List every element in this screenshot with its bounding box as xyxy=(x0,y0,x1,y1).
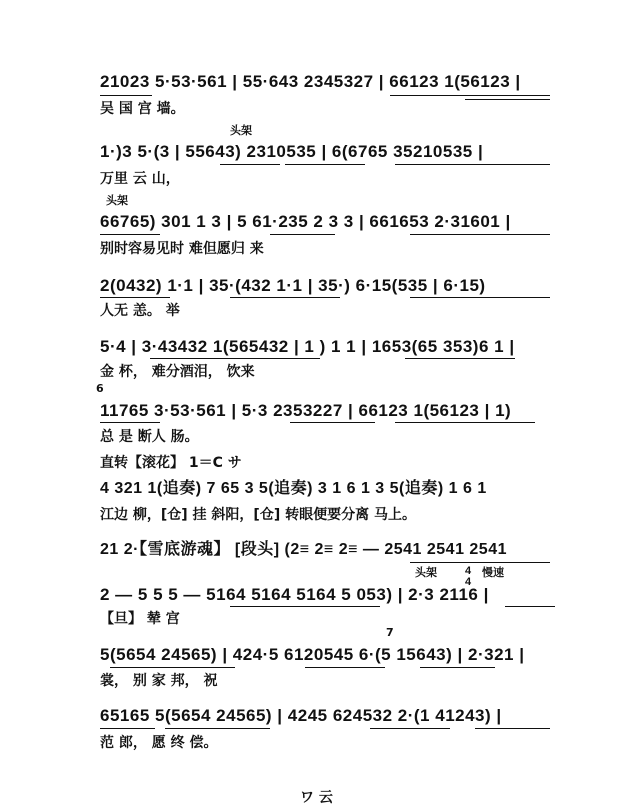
notation-line: 11765 3·53·561 | 5·3 2353227 | 66123 1(56123 | 1) xyxy=(100,401,512,420)
lyric-line: 人无 恙。 举 xyxy=(100,303,180,319)
grace-note-mark: 7 xyxy=(386,626,394,639)
notation-line: 2(0432) 1·1 | 35·(432 1·1 | 35·) 6·15(535 | 6·15) xyxy=(100,276,486,295)
notation-line: 21023 5·53·561 | 55·643 2345327 | 66123 1(56123 | xyxy=(100,72,521,91)
lyric-line: 总 是 断人 肠。 xyxy=(100,429,199,445)
notation-line: 4 321 1(追奏) 7 65 3 5(追奏) 3 1 6 1 3 5(追奏) 1 6 1 xyxy=(100,480,487,497)
notation-line: 2 — 5 5 5 — 5164 5164 5164 5 053) | 2·3 2116 | xyxy=(100,585,489,604)
lyric-line: 吴 国 宫 墙。 xyxy=(100,101,185,117)
cutoff-fragment: ワ 云 xyxy=(300,789,334,805)
lyric-line: 万里 云 山， xyxy=(100,171,180,187)
grace-note-mark: 6 xyxy=(96,382,104,395)
headframe-mark: 头架 xyxy=(415,566,437,579)
lyric-line: 江边 柳，[仓] 挂 斜阳，[仓] 转眼便要分离 马上。 xyxy=(100,507,416,523)
lyric-line: 金 杯， 难分酒泪， 饮来 xyxy=(100,364,255,380)
notation-line: 65165 5(5654 24565) | 4245 624532 2·(1 41243) | xyxy=(100,706,502,725)
notation-line: 66765) 301 1 3 | 5 61·235 2 3 3 | 661653 2·31601 | xyxy=(100,212,511,231)
headframe-mark: 头架 xyxy=(106,194,128,207)
time-signature: 4 4 xyxy=(464,565,472,588)
notation-line: 1·)3 5·(3 | 55643) 2310535 | 6(6765 35210535 | xyxy=(100,142,484,161)
lyric-line: 裳， 别 家 邦， 祝 xyxy=(100,673,218,689)
notation-line: 5·4 | 3·43432 1(565432 | 1 ) 1 1 | 1653(65 353)6 1 | xyxy=(100,337,515,356)
lyric-line: 范 郎， 愿 终 偿。 xyxy=(100,735,218,751)
notation-line: 21 2·【雪底游魂】 [段头] (2≡ 2≡ 2≡ — 2541 2541 2541 xyxy=(100,541,508,558)
tempo-marking: 慢速 xyxy=(482,566,504,579)
lyric-line: 【旦】 辇 宫 xyxy=(100,611,180,627)
section-header: 直转【滚花】 1＝C サ xyxy=(100,455,242,471)
lyric-line: 别时容易见时 难但愿归 来 xyxy=(100,241,264,257)
headframe-mark: 头架 xyxy=(230,124,252,137)
notation-line: 5(5654 24565) | 424·5 6120545 6·(5 15643) | 2·321 | xyxy=(100,645,525,664)
